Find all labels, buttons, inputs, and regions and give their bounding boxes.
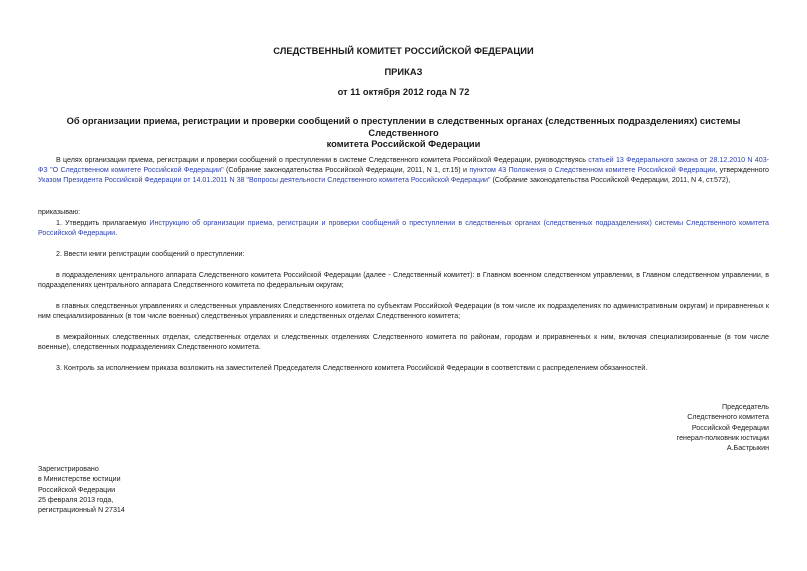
link-federal-law-article-13[interactable]: статьей 13 Федерального закона от 28.12.2010 N 403-ФЗ "О Следственном комитете Российской Федерации" (38, 156, 769, 174)
item-2-paragraph: 2. Ввести книги регистрации сообщений о преступлении: (56, 250, 245, 258)
item-2-central-apparatus: в подразделениях центрального аппарата Следственного комитета Российской Федерации (далее - Следственный комитет): в Главном военном следственном управлении, в Главном следственном управлении, в подразделениях центрального аппарата Следственного комитета по федеральным округам; (38, 271, 769, 289)
preamble-text-2: (Собрание законодательства Российской Федерации, 2011, N 1, ст.15) и (223, 165, 470, 174)
registration-number: регистрационный N 27314 (38, 506, 125, 515)
link-instruction[interactable]: Инструкцию об организации приема, регистрации и проверки сообщений о преступлении в следственных органах (следственных подразделениях) системы Следственного комитета Российской Федерации (38, 219, 769, 237)
item-2-main-departments: в главных следственных управлениях и следственных управлениях Следственного комитета по субъектам Российской Федерации (в том числе их подразделениях по административным округам) и приравненных к ним специализированных (в том числе военных) следственных управлениях и следственных отделах Следственного комитета; (38, 302, 769, 320)
preamble-text-3: , утвержденного (715, 165, 769, 174)
link-regulation-point-43[interactable]: пунктом 43 Положения о Следственном комитете Российской Федерации (469, 165, 716, 174)
title-line-1: Об организации приема, регистрации и проверки сообщений о преступлении в следственных органах (следственных подразделениях) системы Следственного (66, 116, 741, 138)
document-title (38, 116, 769, 151)
signature-block (677, 402, 769, 453)
item-1-paragraph (38, 219, 769, 239)
signature-line: Следственного комитета (687, 413, 769, 422)
registration-date: 25 февраля 2013 года, (38, 495, 114, 504)
registration-line: Российской Федерации (38, 485, 116, 494)
document-type: ПРИКАЗ (384, 67, 423, 77)
link-presidential-decree-38[interactable]: Указом Президента Российской Федерации от 14.01.2011 N 38 "Вопросы деятельности Следственного комитета Российской Федерации" (38, 175, 491, 184)
preamble-text-4: (Собрание законодательства Российской Федерации, 2011, N 4, ст.572), (490, 175, 731, 184)
signature-line: генерал-полковник юстиции (676, 433, 769, 442)
item-2-interdistrict-departments: в межрайонных следственных отделах, следственных отделах и следственных отделениях Следственного комитета по районам, городам и приравненных к ним, включая специализированные (в том числе военные), следственных подразделениях Следственного комитета. (38, 333, 769, 351)
item-3-paragraph: 3. Контроль за исполнением приказа возложить на заместителей Председателя Следственного комитета Российской Федерации в соответствии с распределением обязанностей. (56, 364, 648, 372)
preamble-text-1: В целях организации приема, регистрации и проверки сообщений о преступлении в системе Следственного комитета Российской Федерации, руководствуясь (56, 156, 589, 164)
signature-line: Российской Федерации (691, 423, 769, 432)
item-1-text: 1. Утвердить прилагаемую (56, 219, 150, 227)
registration-block (38, 464, 125, 515)
preamble-paragraph (38, 156, 769, 185)
title-line-2: комитета Российской Федерации (326, 139, 481, 149)
item-1-end: . (115, 228, 118, 237)
document-date-number: от 11 октября 2012 года N 72 (337, 87, 470, 97)
issuer-heading: СЛЕДСТВЕННЫЙ КОМИТЕТ РОССИЙСКОЙ ФЕДЕРАЦИИ (273, 46, 534, 56)
signature-line: Председатель (722, 403, 769, 411)
order-word: приказываю: (38, 208, 81, 216)
registration-line: в Министерстве юстиции (38, 475, 121, 484)
signature-name: А.Бастрыкин (726, 444, 769, 453)
registration-line: Зарегистрировано (38, 465, 99, 473)
